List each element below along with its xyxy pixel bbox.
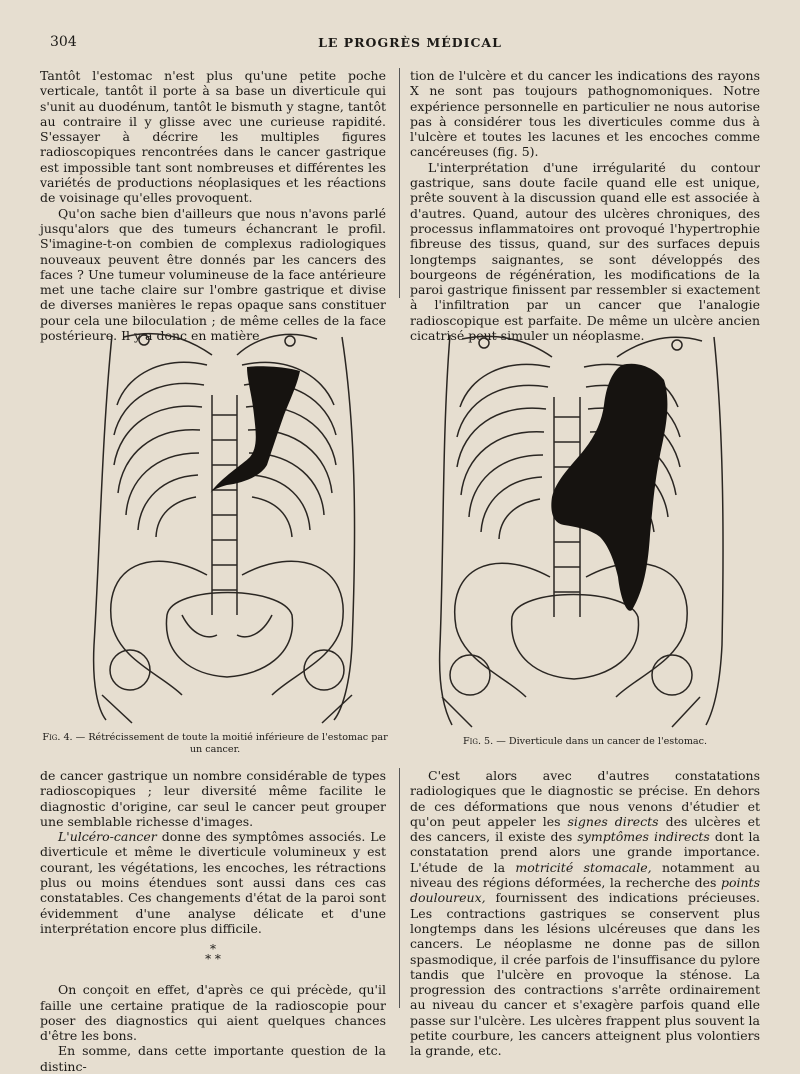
paragraph: tion de l'ulcère et du cancer les indications des rayons X ne sont pas toujours pathognomoniques. Notre expérience personnelle en particulier ne nous autorise pas à considérer tous les diverticules comme dus à l'ulcère et toutes les lacunes et les encoches comme cancéreuses (fig. 5). [410,68,760,160]
figure-4-text: Rétrécissement de toute la moitié inférieure de l'estomac par un cancer. [88,732,388,755]
figure-4-caption [40,732,390,756]
paragraph: En somme, dans cette importante question de la distinc- [40,1043,386,1074]
paragraph: de cancer gastrique un nombre considérable de types radioscopiques ; leur diversité même facilite le diagnostic d'origine, car seul le cancer peut grouper une semblable richesse d'images. [40,768,386,829]
paragraph: Tantôt l'estomac n'est plus qu'une petite poche verticale, tantôt il porte à sa base un diverticule qui s'unit au duodénum, tantôt le bismuth y stagne, tantôt au contraire il y glisse avec une curieuse rapidité. S'essayer à décrire les multiples figures radioscopiques rencontrées dans le cancer gastrique est impossible tant sont nombreuses et différentes les variétés de productions néoplasiques et les réactions de voisinage qu'elles provoquent. [40,68,386,206]
paragraph: L'interprétation d'une irrégularité du contour gastrique, sans doute facile quand elle est unique, prête souvent à la discussion quand elle est associée à d'autres. Quand, autour des ulcères chroniques, des processus inflammatoires ont provoqué l'hypertrophie fibreuse des tissus, quand, sur des surfaces depuis longtemps saignantes, se sont développés des bourgeons de régénération, les modifications de la paroi gastrique finissent par ressembler si exactement à l'infiltration par un cancer que l'analogie radioscopique est parfaite. De même un ulcère ancien cicatrisé peut simuler un néoplasme. [410,159,760,344]
figure-5-caption [410,736,760,748]
emphasis: L'ulcéro-cancer [58,829,157,845]
paragraph: Qu'on sache bien d'ailleurs que nous n'avons parlé jusqu'alors que des tumeurs échancrant le profil. S'imagine-t-on combien de complexus radiologiques nouveaux peuvent être donnés par les cancers des faces ? Une tumeur volumineuse de la face antérieure met une tache claire sur l'ombre gastrique et divise de diverses manières le repas opaque sans constituer pour cela une biloculation ; de même celles de la face postérieure. Il y a donc en matière [40,205,386,344]
left-column-top [40,68,386,343]
left-column-bottom [40,768,386,1074]
figure-5-text: Diverticule dans un cancer de l'estomac. [508,736,708,747]
column-divider [399,768,400,1008]
right-column-bottom [410,768,760,1059]
right-column-top [410,68,760,343]
section-separator: * * * [205,942,221,967]
page-header [40,32,780,52]
paragraph: L'ulcéro-cancer donne des symptômes associés. Le diverticule et même le diverticule volumineux y est courant, les végétations, les encoches, les rétractions plus ou moins étendues sont aussi dans ces cas constatables. Ces changements d'état de la paroi sont évidemment d'une analyse délicate et d'une interprétation encore plus difficile. [40,829,386,936]
figure-4-label: Fig. 4. — [42,732,86,743]
figure-5-illustration [432,325,742,730]
figure-5-label: Fig. 5. — [462,736,506,747]
paragraph: On conçoit en effet, d'après ce qui précède, qu'il faille une certaine pratique de la radioscopie pour poser des diagnostics qui aient quelques chances d'être les bons. [40,982,386,1044]
figure-4-illustration [72,315,394,725]
paragraph: C'est alors avec d'autres constatations radiologiques que le diagnostic se précise. En dehors de ces déformations que nous venons d'étudier et qu'on peut appeler les signes directs des ulcères et des cancers, il existe des symptômes indirects dont la constatation prend alors une grande importance. L'étude de la motricité stomacale, notamment au niveau des régions déformées, la recherche des points douloureux, fournissent des indications précieuses. Les contractions gastriques se conservent plus longtemps dans les lésions ulcéreuses que dans les cancers. Le néoplasme ne donne pas de sillon spasmodique, il crée parfois de l'insuffisance du pylore tandis que l'ulcère en provoque la sténose. La progression des contractions s'arrête ordinairement au niveau du cancer et s'exagère parfois quand elle passe sur l'ulcère. Les ulcères frappent plus souvent la petite courbure, les cancers atteignent plus volontiers la grande, etc. [410,768,761,1059]
column-divider [399,68,400,298]
page-number: 304 [50,34,77,50]
journal-title: LE PROGRÈS MÉDICAL [318,35,502,50]
